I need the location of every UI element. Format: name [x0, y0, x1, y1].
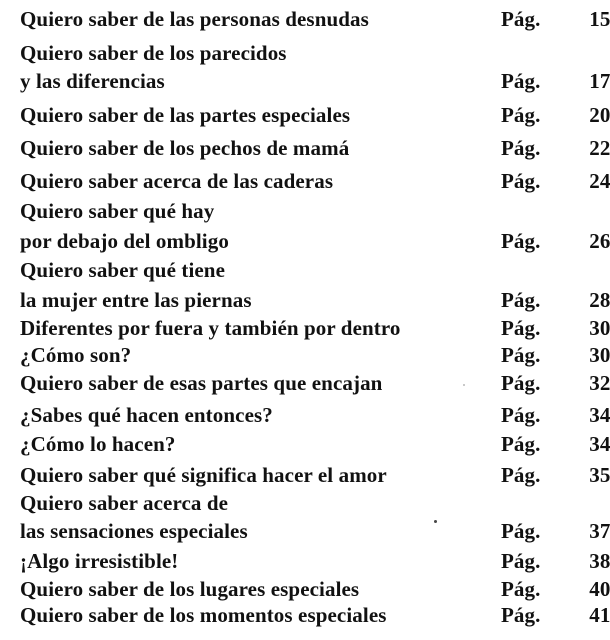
toc-entry-11-line-1: ¿Sabes qué hacen entonces? [20, 403, 273, 427]
toc-entry-9-line-1: ¿Cómo son? [20, 343, 132, 367]
page-number: 22 [589, 136, 610, 160]
page-label: Pág. [501, 603, 541, 627]
page-label: Pág. [501, 371, 541, 395]
toc-entry-13-line-1: Quiero saber qué significa hacer el amor [20, 463, 387, 487]
page-label: Pág. [501, 288, 541, 312]
page-number: 26 [589, 229, 610, 253]
toc-entry-2-page [501, 68, 610, 94]
toc-entry-1-line-1: Quiero saber de las personas desnudas [20, 7, 369, 31]
toc-entry-12-page [501, 431, 610, 457]
page-label: Pág. [501, 103, 541, 127]
page-number: 41 [589, 603, 610, 627]
page-number: 15 [589, 7, 610, 31]
toc-entry-16-page [501, 576, 610, 602]
page-label: Pág. [501, 169, 541, 193]
page-number: 38 [589, 549, 610, 573]
toc-entry-11-page [501, 402, 610, 428]
page-number: 40 [589, 577, 610, 601]
page-number: 34 [589, 432, 610, 456]
toc-entry-8-page [501, 315, 610, 341]
page-label: Pág. [501, 403, 541, 427]
toc-entry-16-line-1: Quiero saber de los lugares especiales [20, 577, 360, 601]
page-label: Pág. [501, 549, 541, 573]
page-label: Pág. [501, 343, 541, 367]
page-number: 28 [589, 288, 610, 312]
page-label: Pág. [501, 432, 541, 456]
toc-entry-3-page [501, 102, 610, 128]
toc-entry-10-page [501, 370, 610, 396]
toc-entry-5-line-1: Quiero saber acerca de las caderas [20, 169, 334, 193]
page-label: Pág. [501, 69, 541, 93]
toc-entry-2-line-2: y las diferencias [20, 69, 165, 93]
toc-entry-6-line-2: por debajo del ombligo [20, 229, 229, 253]
toc-entry-14-line-1: Quiero saber acerca de [20, 491, 229, 515]
page-label: Pág. [501, 519, 541, 543]
page-number: 24 [589, 169, 610, 193]
toc-entry-4-page [501, 135, 610, 161]
toc-entry-9-page [501, 342, 610, 368]
page-number: 17 [589, 69, 610, 93]
page-number: 34 [589, 403, 610, 427]
toc-entry-2-line-1: Quiero saber de los parecidos [20, 41, 287, 65]
toc-entry-4-line-1: Quiero saber de los pechos de mamá [20, 136, 350, 160]
toc-entry-13-page [501, 462, 610, 488]
toc-entry-7-line-2: la mujer entre las piernas [20, 288, 252, 312]
scan-speck [434, 520, 437, 523]
toc-entry-17-line-1: Quiero saber de los momentos especiales [20, 603, 387, 627]
page-label: Pág. [501, 577, 541, 601]
page-label: Pág. [501, 316, 541, 340]
toc-entry-5-page [501, 168, 610, 194]
page-label: Pág. [501, 7, 541, 31]
page-number: 37 [589, 519, 610, 543]
page-number: 35 [589, 463, 610, 487]
toc-entry-17-page [501, 602, 610, 628]
page-label: Pág. [501, 136, 541, 160]
toc-entry-6-line-1: Quiero saber qué hay [20, 199, 215, 223]
scan-speck [463, 384, 465, 386]
toc-entry-1-page [501, 6, 610, 32]
toc-entry-10-line-1: Quiero saber de esas partes que encajan [20, 371, 383, 395]
page-number: 20 [589, 103, 610, 127]
toc-entry-3-line-1: Quiero saber de las partes especiales [20, 103, 351, 127]
toc-entry-8-line-1: Diferentes por fuera y también por dentro [20, 316, 401, 340]
toc-entry-7-page [501, 287, 610, 313]
page-label: Pág. [501, 463, 541, 487]
toc-entry-14-page [501, 518, 610, 544]
page-label: Pág. [501, 229, 541, 253]
toc-entry-7-line-1: Quiero saber qué tiene [20, 258, 226, 282]
page-number: 30 [589, 343, 610, 367]
toc-entry-6-page [501, 228, 610, 254]
toc-entry-15-page [501, 548, 610, 574]
toc-entry-14-line-2: las sensaciones especiales [20, 519, 248, 543]
toc-entry-15-line-1: ¡Algo irresistible! [20, 549, 179, 573]
table-of-contents [20, 0, 610, 640]
toc-entry-12-line-1: ¿Cómo lo hacen? [20, 432, 176, 456]
page-number: 32 [589, 371, 610, 395]
page-number: 30 [589, 316, 610, 340]
